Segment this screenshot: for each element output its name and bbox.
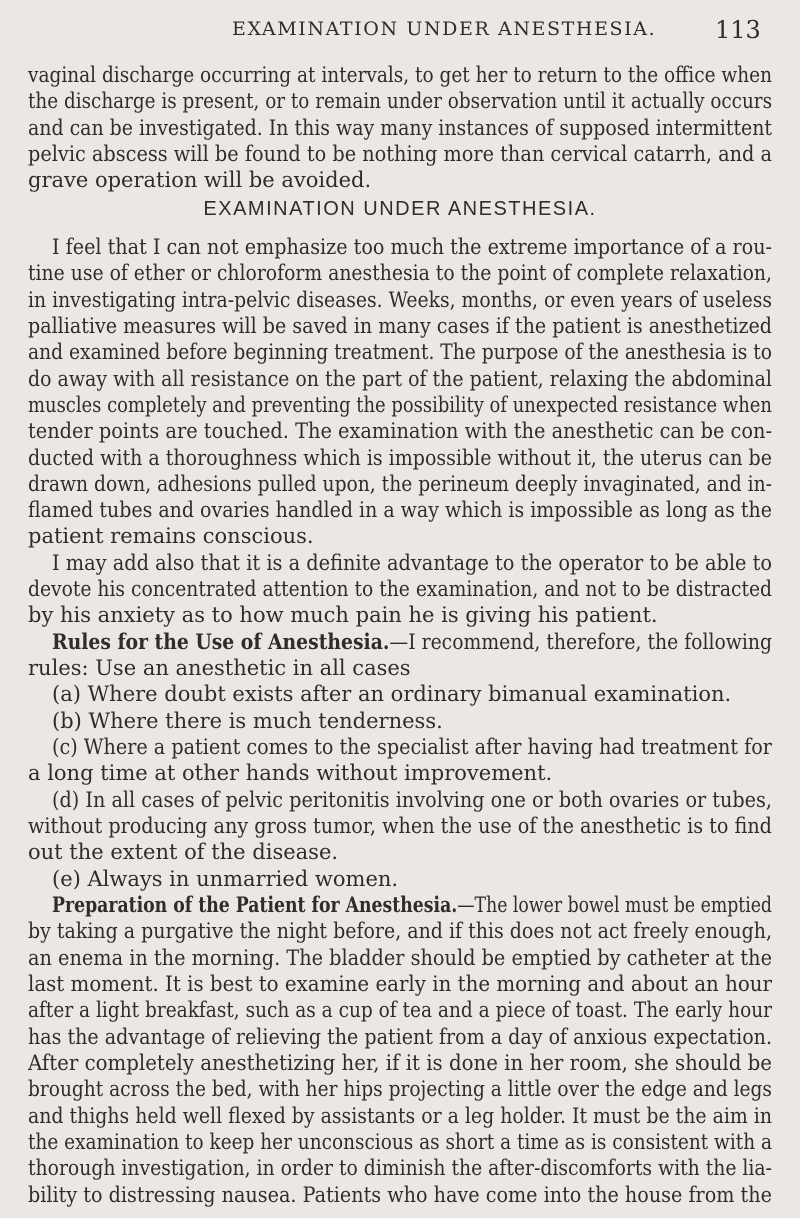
line-text: tender points are touched. The examination with the anesthetic can be con- [28,419,773,444]
line-text: an enema in the morning. The bladder should be emptied by catheter at the [28,945,773,970]
line-text: —I recommend, therefore, the following [389,629,773,654]
text-line [0,1076,800,1103]
line-text: After completely anesthetizing her, if it is done in her room, she should be [28,1051,772,1075]
text-line [0,629,800,656]
text-line [0,1155,800,1182]
text-line [0,1129,800,1156]
text-line [0,497,800,524]
line-text: —The lower bowel must be emptied [457,893,772,918]
line-text: (a) Where doubt exists after an ordinary bimanual examination. [52,682,732,707]
text-line [0,418,800,445]
line-text: in investigating intra-pelvic diseases. Weeks, months, or even years of useless [28,287,773,312]
line-text: patient remains conscious. [28,524,314,549]
text-line [0,167,800,194]
line-text: the examination to keep her unconscious as short a time as is consistent with a [28,1130,772,1154]
text-line [0,760,800,787]
line-text: pelvic abscess will be found to be nothing more than cervical catarrh, and a [28,142,773,166]
line-text: without producing any gross tumor, when the use of the anesthetic is to find [28,814,772,839]
line-text: (d) In all cases of pelvic peritonitis involving one or both ovaries or tubes, [52,787,773,812]
text-line [0,234,800,261]
line-text: grave operation will be avoided. [28,168,372,193]
preparation-heading: Preparation of the Patient for Anesthesia. [52,892,458,918]
text-line [0,945,800,972]
line-text: out the extent of the disease. [28,840,339,865]
text-line [0,260,800,287]
page-number: 113 [715,16,761,44]
text-line [0,339,800,366]
line-text: by his anxiety as to how much pain he is giving his patient. [28,603,658,628]
text-line [0,997,800,1024]
line-text: a long time at other hands without improvement. [28,761,553,786]
line-text: the discharge is present, or to remain under observation until it actually occurs [28,89,773,114]
line-text: ducted with a thoroughness which is impossible without it, the uterus can be [28,445,772,470]
text-line [0,471,800,498]
line-text: I feel that I can not emphasize too much the extreme importance of a rou- [52,234,773,259]
section-heading: EXAMINATION UNDER ANESTHESIA. [203,197,597,220]
text-line [0,141,800,168]
line-text: has the advantage of relieving the patient from a day of anxious expectation. [28,1024,773,1049]
text-line [0,892,800,919]
line-text: and examined before beginning treatment. The purpose of the anesthesia is to [28,340,773,365]
line-text: by taking a purgative the night before, and if this does not act freely enough, [28,919,773,944]
text-line [0,813,800,840]
rule-item [0,734,800,761]
line-text: devote his concentrated attention to the examination, and not to be distracted [28,577,773,602]
text-line [0,445,800,472]
line-text: drawn down, adhesions pulled upon, the perineum deeply invaginated, and in- [28,471,772,496]
text-line [0,88,800,115]
text-line [0,918,800,945]
text-line [0,287,800,314]
line-text: last moment. It is best to examine early in the morning and about an hour [28,972,773,996]
text-line [0,1024,800,1051]
text-line [0,523,800,550]
line-text: (e) Always in unmarried women. [52,866,399,891]
line-text: flamed tubes and ovaries handled in a way which is impossible as long as the [28,498,772,523]
rule-item [0,866,800,893]
text-line [0,1182,800,1209]
rule-item [0,708,800,735]
line-text: and thighs held well flexed by assistants or a leg holder. It must be the aim in [28,1103,772,1128]
text-line [0,839,800,866]
text-line [0,313,800,340]
line-text: thorough investigation, in order to diminish the after-discomforts with the lia- [28,1156,772,1181]
line-text: rules: Use an anesthetic in all cases [28,656,411,681]
text-line [0,1050,800,1077]
text-line [0,655,800,682]
line-text: muscles completely and preventing the possibility of unexpected resistance when [28,392,772,417]
text-line [0,62,800,89]
text-line [0,602,800,629]
line-text: after a light breakfast, such as a cup of tea and a piece of toast. The early hour [28,998,773,1023]
rule-item [0,787,800,814]
text-line [0,115,800,142]
line-text: and can be investigated. In this way many instances of supposed intermittent [28,115,773,140]
text-line [0,392,800,419]
line-text: tine use of ether or chloroform anesthesia to the point of complete relaxation, [28,261,773,286]
line-text: do away with all resistance on the part of the patient, relaxing the abdominal [28,366,772,391]
text-line [0,971,800,998]
line-text: I may add also that it is a definite advantage to the operator to be able to [52,550,773,575]
running-head [0,18,800,48]
running-title: EXAMINATION UNDER ANESTHESIA. [232,18,657,40]
line-text: palliative measures will be saved in many cases if the patient is anesthetized [28,313,772,338]
text-line [0,366,800,393]
text-line [0,550,800,577]
line-text: (b) Where there is much tenderness. [52,708,443,733]
line-text: vaginal discharge occurring at intervals, to get her to return to the office when [28,63,773,87]
text-line [0,576,800,603]
rule-item [0,681,800,708]
line-text: brought across the bed, with her hips projecting a little over the edge and legs [28,1077,772,1102]
rules-heading: Rules for the Use of Anesthesia. [52,628,390,654]
line-text: (c) Where a patient comes to the specialist after having had treatment for [52,735,772,760]
text-line [0,1103,800,1130]
line-text: bility to distressing nausea. Patients who have come into the house from the [28,1182,772,1207]
